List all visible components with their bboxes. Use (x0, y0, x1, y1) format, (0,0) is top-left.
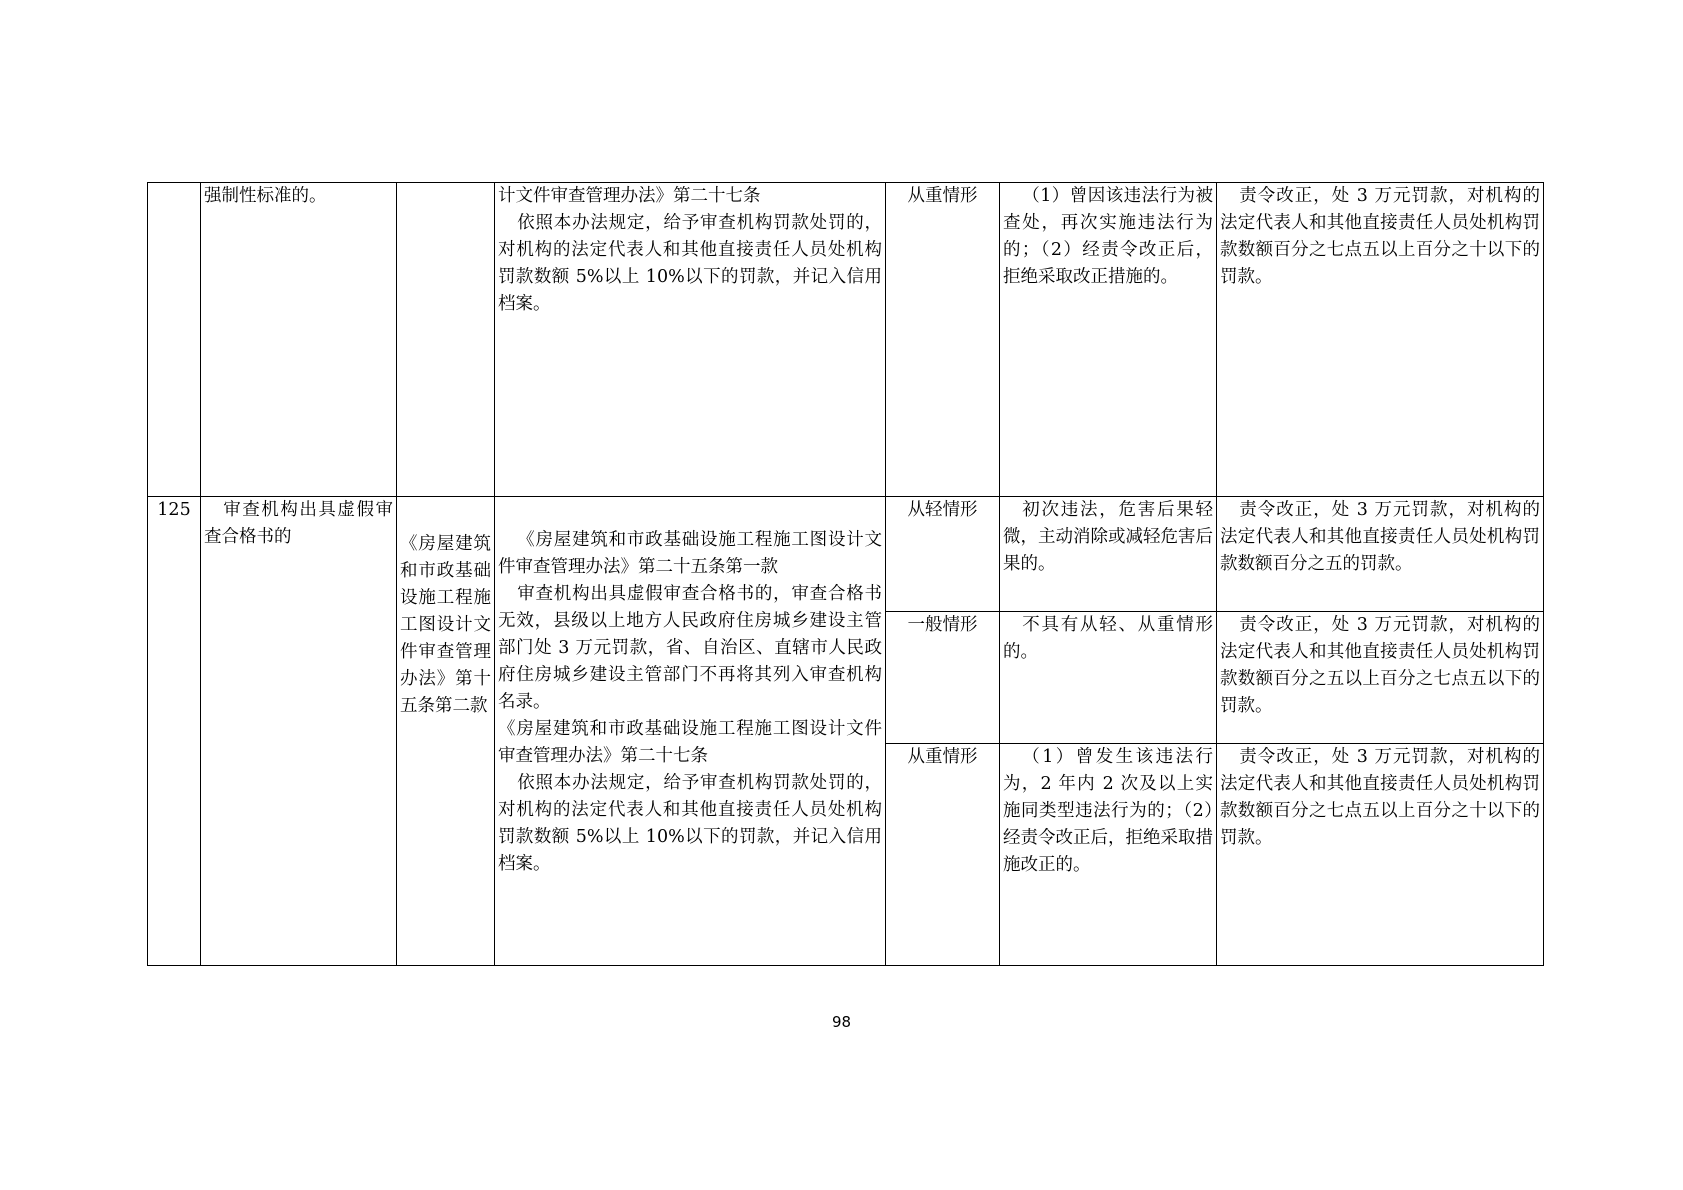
violation-item-cell (201, 183, 397, 497)
table-row-125-light (148, 497, 1544, 612)
penalty-cell (1217, 183, 1544, 497)
legal-basis-title: 计文件审查管理办法》第二十七条 (498, 186, 761, 206)
violation-item-text: 强制性标准的。 (204, 186, 327, 206)
legal-basis-detail-cell (495, 183, 886, 497)
penalty-text: 责令改正，处 3 万元罚款，对机构的法定代表人和其他直接责任人员处机构罚款数额百分之七点五以上百分之十以下的罚款。 (1220, 747, 1540, 848)
severity-cell (886, 183, 1000, 497)
legal-basis-short-cell (397, 183, 495, 497)
legal-basis-short-cell (397, 497, 495, 966)
severity-cell (886, 612, 1000, 744)
table-row-continuation (148, 183, 1544, 497)
circumstance-cell (1000, 183, 1217, 497)
circumstance-cell (1000, 612, 1217, 744)
penalty-cell (1217, 612, 1544, 744)
item-number-cell (148, 183, 201, 497)
item-number-cell (148, 497, 201, 966)
item-number: 125 (157, 500, 191, 520)
violation-item-cell (201, 497, 397, 966)
circumstance-text: （1）曾发生该违法行为，2 年内 2 次及以上实施同类型违法行为的；（2）经责令改正后，拒绝采取措施改正的。 (1003, 747, 1213, 875)
legal-basis-text-1: 审查机构出具虚假审查合格书的，审查合格书无效，县级以上地方人民政府住房城乡建设主管部门处 3 万元罚款，省、自治区、直辖市人民政府住房城乡建设主管部门不再将其列入审查机构名录。 (498, 584, 882, 712)
penalty-cell (1217, 497, 1544, 612)
legal-basis-detail-cell (495, 497, 886, 966)
circumstance-cell (1000, 497, 1217, 612)
legal-basis-text-2: 依照本办法规定，给予审查机构罚款处罚的，对机构的法定代表人和其他直接责任人员处机构罚款数额 5%以上 10%以下的罚款，并记入信用档案。 (498, 773, 882, 874)
legal-basis-short-text: 《房屋建筑和市政基础设施工程施工图设计文件审查管理办法》第十五条第二款 (400, 534, 491, 716)
legal-basis-title-1: 《房屋建筑和市政基础设施工程施工图设计文件审查管理办法》第二十五条第一款 (498, 530, 882, 577)
severity-label: 从重情形 (907, 747, 978, 767)
penalty-cell (1217, 744, 1544, 966)
legal-basis-title-2: 《房屋建筑和市政基础设施工程施工图设计文件审查管理办法》第二十七条 (498, 719, 882, 766)
penalty-text: 责令改正，处 3 万元罚款，对机构的法定代表人和其他直接责任人员处机构罚款数额百分之五的罚款。 (1220, 500, 1540, 574)
severity-cell (886, 497, 1000, 612)
penalty-standard-table (147, 182, 1544, 966)
penalty-text: 责令改正，处 3 万元罚款，对机构的法定代表人和其他直接责任人员处机构罚款数额百分之五以上百分之七点五以下的罚款。 (1220, 615, 1540, 716)
severity-label: 一般情形 (907, 615, 978, 635)
circumstance-text: （1）曾因该违法行为被查处，再次实施违法行为的；（2）经责令改正后，拒绝采取改正措施的。 (1003, 186, 1213, 287)
page-number: 98 (831, 1013, 852, 1031)
violation-item-text: 审查机构出具虚假审查合格书的 (204, 500, 393, 547)
penalty-text: 责令改正，处 3 万元罚款，对机构的法定代表人和其他直接责任人员处机构罚款数额百分之七点五以上百分之十以下的罚款。 (1220, 186, 1540, 287)
severity-label: 从重情形 (907, 186, 978, 206)
circumstance-text: 初次违法，危害后果轻微，主动消除或减轻危害后果的。 (1003, 500, 1213, 574)
legal-basis-text: 依照本办法规定，给予审查机构罚款处罚的，对机构的法定代表人和其他直接责任人员处机构罚款数额 5%以上 10%以下的罚款，并记入信用档案。 (498, 213, 882, 314)
circumstance-cell (1000, 744, 1217, 966)
severity-label: 从轻情形 (907, 500, 978, 520)
severity-cell (886, 744, 1000, 966)
circumstance-text: 不具有从轻、从重情形的。 (1003, 615, 1213, 662)
